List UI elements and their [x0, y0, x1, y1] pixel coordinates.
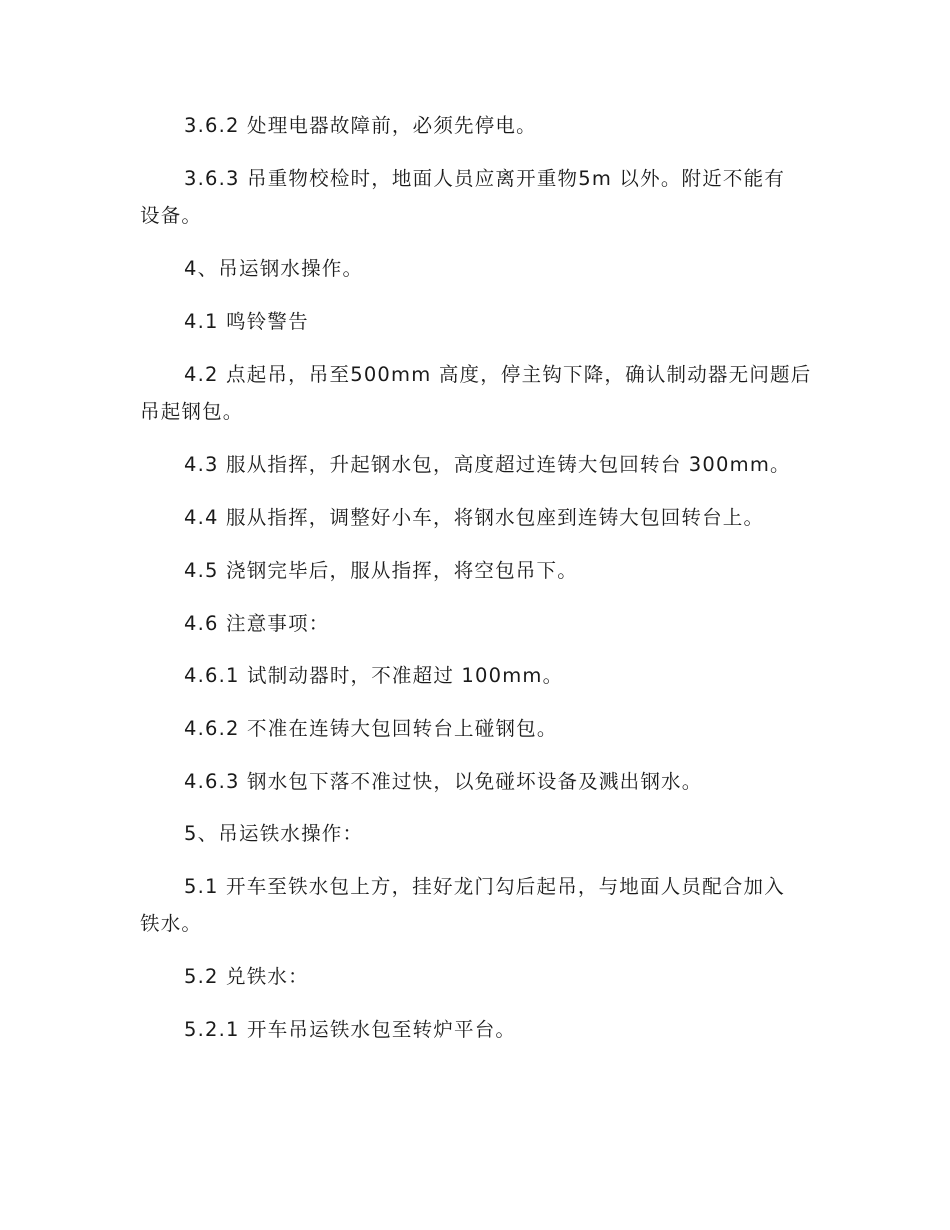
paragraph-5-2: 5.2 兑铁水： [184, 965, 309, 988]
paragraph-4-2-line-2: 吊起钢包。 [140, 400, 244, 423]
paragraph-4-6-1: 4.6.1 试制动器时，不准超过 100mm。 [184, 664, 564, 687]
paragraph-4-6: 4.6 注意事项： [184, 612, 330, 635]
paragraph-4-4: 4.4 服从指挥，调整好小车，将钢水包座到连铸大包回转台上。 [184, 506, 765, 529]
paragraph-3-6-3-line-2: 设备。 [140, 204, 203, 227]
paragraph-4-3: 4.3 服从指挥，升起钢水包，高度超过连铸大包回转台 300mm。 [184, 453, 791, 476]
paragraph-4-1: 4.1 鸣铃警告 [184, 310, 309, 333]
paragraph-5-2-1: 5.2.1 开车吊运铁水包至转炉平台。 [184, 1018, 517, 1041]
paragraph-4-6-2: 4.6.2 不准在连铸大包回转台上碰钢包。 [184, 717, 558, 740]
heading-section-4: 4、吊运钢水操作。 [184, 257, 364, 280]
paragraph-3-6-3-line-1: 3.6.3 吊重物校检时，地面人员应离开重物5m 以外。附近不能有 [184, 167, 786, 190]
paragraph-4-2-line-1: 4.2 点起吊，吊至500mm 高度，停主钩下降，确认制动器无问题后 [184, 363, 812, 386]
paragraph-3-6-2: 3.6.2 处理电器故障前，必须先停电。 [184, 114, 537, 137]
paragraph-4-5: 4.5 浇钢完毕后，服从指挥，将空包吊下。 [184, 559, 578, 582]
paragraph-4-6-3: 4.6.3 钢水包下落不准过快，以免碰坏设备及溅出钢水。 [184, 770, 703, 793]
heading-section-5: 5、吊运铁水操作： [184, 822, 364, 845]
paragraph-5-1-line-1: 5.1 开车至铁水包上方，挂好龙门勾后起吊，与地面人员配合加入 [184, 875, 785, 898]
paragraph-5-1-line-2: 铁水。 [140, 912, 203, 935]
